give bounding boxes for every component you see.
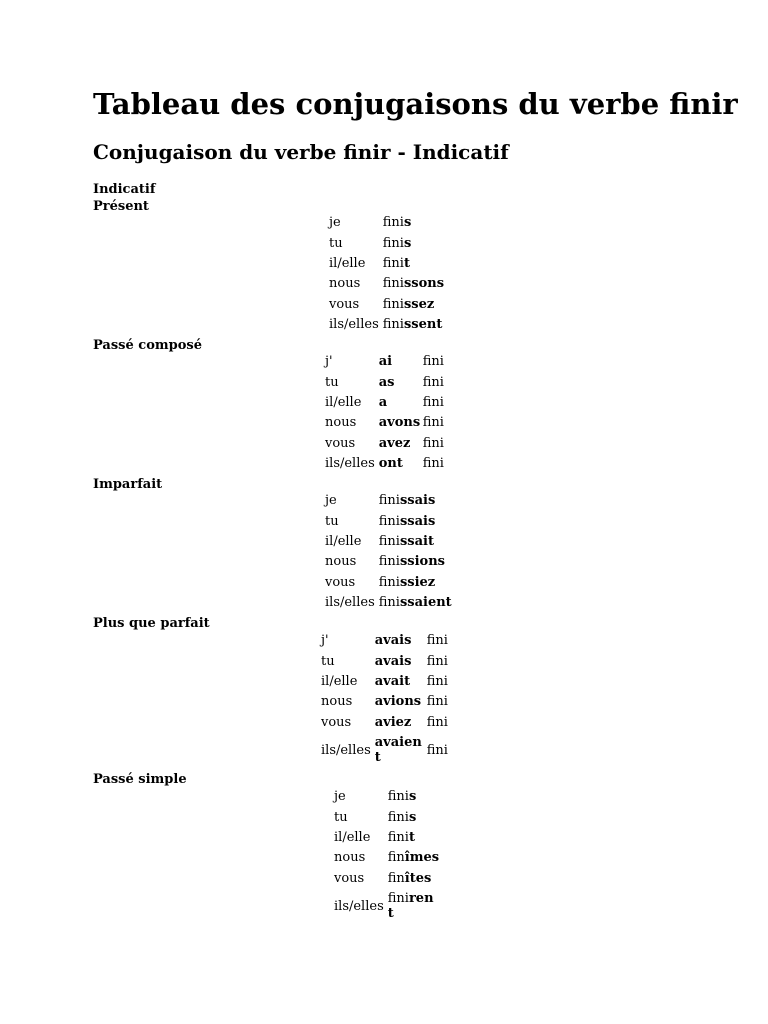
table-row bbox=[325, 552, 452, 572]
verb-form-cell bbox=[379, 532, 452, 552]
pronoun-cell: il/elle bbox=[321, 673, 358, 689]
verb-form-cell bbox=[383, 295, 444, 315]
verb-stem: fini bbox=[378, 595, 400, 611]
verb-ending: s bbox=[408, 809, 417, 825]
verb-stem: fini bbox=[382, 276, 404, 292]
verb-stem: fini bbox=[387, 829, 409, 845]
pronoun-cell: j' bbox=[321, 633, 329, 649]
verb-form-cell bbox=[383, 315, 444, 335]
table-row bbox=[321, 631, 448, 651]
table-row bbox=[325, 573, 452, 593]
pronoun-cell: il/elle bbox=[329, 255, 366, 271]
verb-form-cell bbox=[383, 274, 444, 294]
verb-form-cell bbox=[379, 552, 452, 572]
verb-ending: ssez bbox=[403, 296, 435, 312]
participle-cell: fini bbox=[426, 673, 448, 689]
verb-ending: s bbox=[403, 215, 412, 231]
verb-form-cell bbox=[379, 593, 452, 613]
pronoun-cell: nous bbox=[329, 276, 361, 292]
verb-stem: fini bbox=[387, 809, 409, 825]
conjugation-table-passe-compose bbox=[325, 352, 444, 474]
tense-label-plus-que-parfait: Plus que parfait bbox=[93, 616, 210, 631]
auxiliary-cell: avais bbox=[374, 653, 412, 669]
verb-ending: ssiez bbox=[399, 574, 436, 590]
pronoun-cell: ils/elles bbox=[325, 595, 375, 611]
participle-cell: fini bbox=[426, 694, 448, 710]
verb-ending: t bbox=[403, 255, 410, 271]
verb-form-cell bbox=[388, 889, 439, 925]
table-row bbox=[325, 511, 452, 531]
conjugation-table-passe-simple bbox=[334, 787, 439, 925]
table-row bbox=[321, 651, 448, 671]
table-row bbox=[334, 828, 439, 848]
pronoun-cell: ils/elles bbox=[321, 742, 371, 758]
verb-stem: fini bbox=[378, 554, 400, 570]
pronoun-cell: je bbox=[329, 215, 341, 231]
verb-form-cell bbox=[379, 573, 452, 593]
verb-form-cell bbox=[388, 869, 439, 889]
verb-stem: fini bbox=[382, 215, 404, 231]
conjugation-table-present bbox=[329, 213, 444, 335]
conjugation-table-imparfait bbox=[325, 491, 452, 613]
pronoun-cell: vous bbox=[325, 574, 356, 590]
table-row bbox=[325, 434, 444, 454]
pronoun-cell: vous bbox=[334, 870, 365, 886]
verb-ending: ssait bbox=[399, 533, 434, 549]
verb-form-cell bbox=[388, 787, 439, 807]
pronoun-cell: nous bbox=[321, 694, 353, 710]
pronoun-cell: nous bbox=[325, 554, 357, 570]
auxiliary-cell: avons bbox=[378, 415, 421, 431]
verb-ending: ssons bbox=[403, 276, 445, 292]
verb-stem: fini bbox=[378, 513, 400, 529]
table-row bbox=[329, 295, 444, 315]
auxiliary-cell: ai bbox=[378, 354, 393, 370]
pronoun-cell: vous bbox=[329, 296, 360, 312]
table-row bbox=[334, 787, 439, 807]
verb-stem: fini bbox=[387, 891, 409, 907]
verb-stem: fini bbox=[378, 574, 400, 590]
pronoun-cell: ils/elles bbox=[329, 317, 379, 333]
verb-ending: îtes bbox=[404, 870, 432, 886]
pronoun-cell: vous bbox=[325, 435, 356, 451]
pronoun-cell: nous bbox=[334, 850, 366, 866]
auxiliary-text: avaient bbox=[374, 735, 422, 766]
verb-form-cell bbox=[379, 511, 452, 531]
pronoun-cell: ils/elles bbox=[325, 456, 375, 472]
verb-stem: fini bbox=[378, 533, 400, 549]
table-row bbox=[325, 352, 444, 372]
participle-cell: fini bbox=[422, 394, 444, 410]
table-row bbox=[334, 807, 439, 827]
table-row bbox=[329, 213, 444, 233]
table-row bbox=[325, 372, 444, 392]
verb-ending: ssais bbox=[399, 513, 436, 529]
pronoun-cell: il/elle bbox=[325, 533, 362, 549]
verb-stem: fini bbox=[382, 235, 404, 251]
pronoun-cell: je bbox=[334, 789, 346, 805]
pronoun-cell: il/elle bbox=[325, 394, 362, 410]
table-row bbox=[321, 733, 448, 769]
pronoun-cell: tu bbox=[325, 513, 339, 529]
table-row bbox=[321, 692, 448, 712]
participle-cell: fini bbox=[426, 742, 448, 758]
pronoun-cell: nous bbox=[325, 415, 357, 431]
page-title: Tableau des conjugaisons du verbe finir bbox=[93, 87, 738, 121]
pronoun-cell: j' bbox=[325, 354, 333, 370]
table-row bbox=[329, 315, 444, 335]
table-row bbox=[321, 713, 448, 733]
table-row bbox=[325, 413, 444, 433]
table-row bbox=[334, 848, 439, 868]
tense-label-present: Présent bbox=[93, 199, 149, 214]
verb-ending: t bbox=[408, 829, 415, 845]
pronoun-cell: je bbox=[325, 493, 337, 509]
verb-ending: s bbox=[403, 235, 412, 251]
verb-ending: ssent bbox=[403, 317, 443, 333]
participle-cell: fini bbox=[422, 354, 444, 370]
table-row bbox=[329, 254, 444, 274]
auxiliary-cell: ont bbox=[378, 456, 403, 472]
table-row bbox=[325, 491, 452, 511]
verb-stem: fini bbox=[378, 493, 400, 509]
verb-ending: îmes bbox=[404, 850, 440, 866]
pronoun-cell: tu bbox=[334, 809, 348, 825]
verb-ending: s bbox=[408, 789, 417, 805]
auxiliary-cell: avais bbox=[374, 633, 412, 649]
table-row bbox=[325, 454, 444, 474]
auxiliary-cell: avions bbox=[374, 694, 422, 710]
verb-form-cell bbox=[379, 491, 452, 511]
participle-cell: fini bbox=[426, 633, 448, 649]
auxiliary-cell: as bbox=[378, 374, 395, 390]
table-row bbox=[334, 889, 439, 925]
table-row bbox=[329, 274, 444, 294]
table-row bbox=[325, 593, 452, 613]
pronoun-cell: il/elle bbox=[334, 829, 371, 845]
pronoun-cell: tu bbox=[329, 235, 343, 251]
verb-form-cell bbox=[383, 233, 444, 253]
verb-form-cell bbox=[388, 828, 439, 848]
verb-form-cell bbox=[388, 848, 439, 868]
tense-label-imparfait: Imparfait bbox=[93, 477, 163, 492]
pronoun-cell: tu bbox=[325, 374, 339, 390]
verb-form-cell bbox=[383, 254, 444, 274]
participle-cell: fini bbox=[426, 714, 448, 730]
verb-stem: fini bbox=[382, 255, 404, 271]
table-row bbox=[329, 233, 444, 253]
participle-cell: fini bbox=[422, 374, 444, 390]
table-row bbox=[325, 393, 444, 413]
tense-label-passe-compose: Passé composé bbox=[93, 338, 202, 353]
verb-form-cell bbox=[388, 807, 439, 827]
verb-ending: ssions bbox=[399, 554, 445, 570]
participle-cell: fini bbox=[422, 435, 444, 451]
verb-ending: ssais bbox=[399, 493, 436, 509]
verb-ending: rent bbox=[387, 891, 434, 922]
verb-stem: fini bbox=[387, 789, 409, 805]
conjugation-table-plus-que-parfait bbox=[321, 631, 448, 769]
participle-cell: fini bbox=[426, 653, 448, 669]
auxiliary-cell: aviez bbox=[374, 714, 412, 730]
participle-cell: fini bbox=[422, 415, 444, 431]
mode-label: Indicatif bbox=[93, 182, 156, 197]
pronoun-cell: tu bbox=[321, 653, 335, 669]
pronoun-cell: ils/elles bbox=[334, 898, 384, 914]
tense-label-passe-simple: Passé simple bbox=[93, 772, 187, 787]
verb-stem: fini bbox=[382, 317, 404, 333]
auxiliary-cell: avait bbox=[374, 673, 411, 689]
table-row bbox=[325, 532, 452, 552]
verb-ending: ssaient bbox=[399, 595, 452, 611]
table-row bbox=[334, 869, 439, 889]
section-title: Conjugaison du verbe finir - Indicatif bbox=[93, 140, 509, 164]
auxiliary-cell bbox=[375, 733, 427, 769]
participle-cell: fini bbox=[422, 456, 444, 472]
verb-stem: fini bbox=[382, 296, 404, 312]
pronoun-cell: vous bbox=[321, 714, 352, 730]
auxiliary-cell: avez bbox=[378, 435, 411, 451]
verb-form-cell bbox=[383, 213, 444, 233]
verb-stem: fin bbox=[387, 870, 405, 886]
verb-stem: fin bbox=[387, 850, 405, 866]
table-row bbox=[321, 672, 448, 692]
auxiliary-cell: a bbox=[378, 394, 388, 410]
